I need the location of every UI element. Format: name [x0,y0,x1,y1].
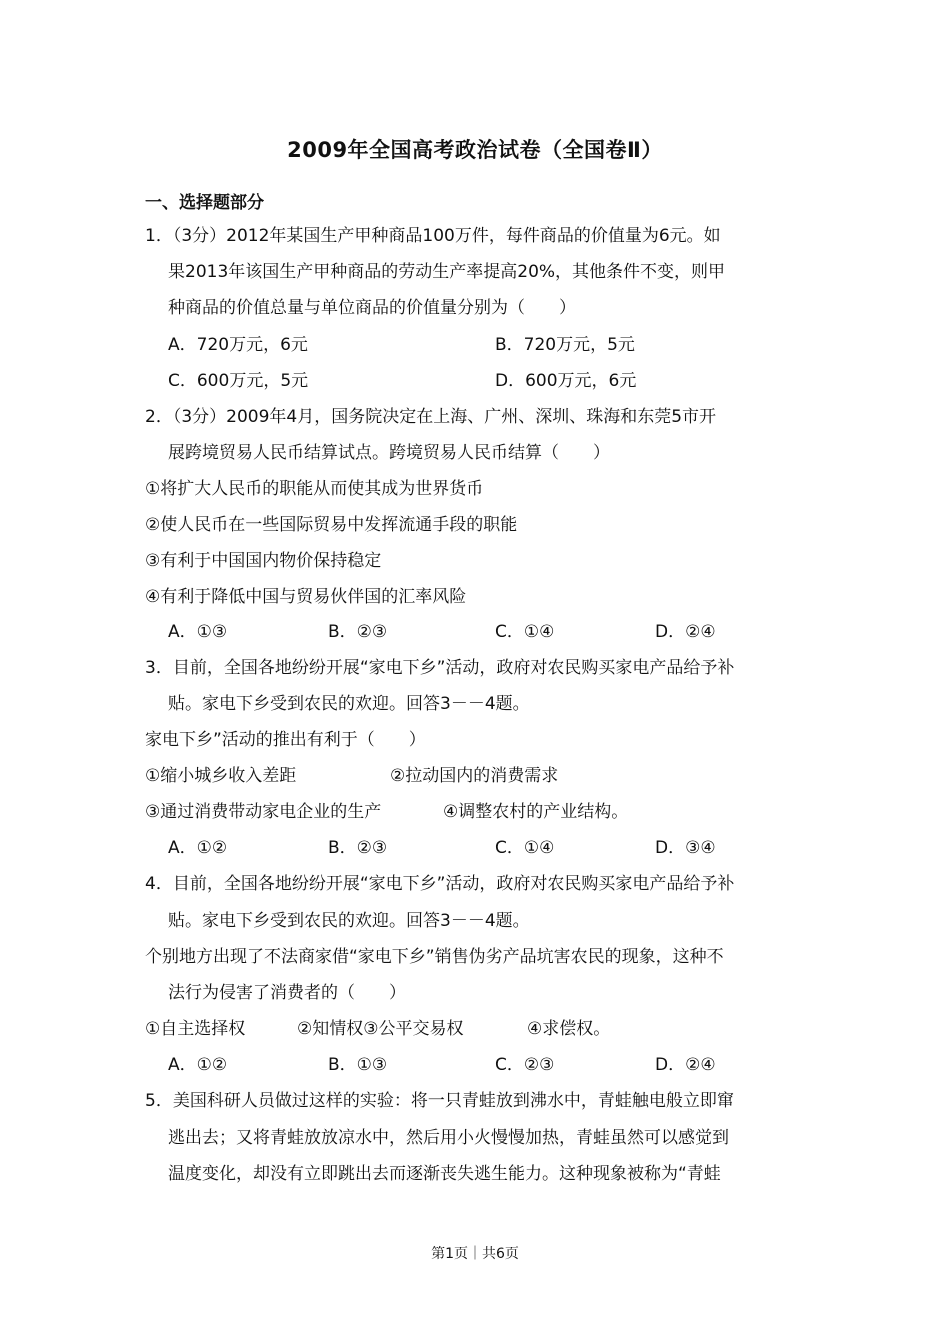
q2-item-3: ③有利于中国国内物价保持稳定 [145,551,382,571]
q1-line-1: 1．（3分）2012年某国生产甲种商品100万件，每件商品的价值量为6元。如 [145,226,721,246]
q5-line-3: 温度变化，却没有立即跳出去而逐渐丧失逃生能力。这种现象被称为“青蛙 [168,1164,721,1184]
q4-option-a: A．①② [168,1055,228,1075]
q1-line-2: 果2013年该国生产甲种商品的劳动生产率提高20%，其他条件不变，则甲 [168,262,726,282]
q4-line-2: 贴。家电下乡受到农民的欢迎。回答3－－4题。 [168,911,530,931]
q4-item-3: ④求偿权。 [527,1019,611,1039]
section-heading: 一、选择题部分 [145,193,264,213]
q3-line-2: 贴。家电下乡受到农民的欢迎。回答3－－4题。 [168,694,530,714]
q4-line-1: 4．目前，全国各地纷纷开展“家电下乡”活动，政府对农民购买家电产品给予补 [145,874,735,894]
q4-item-1: ①自主选择权 [145,1019,246,1039]
q3-option-a: A．①② [168,838,228,858]
q3-option-c: C．①④ [495,838,555,858]
q4-option-d: D．②④ [655,1055,716,1075]
q4-option-c: C．②③ [495,1055,555,1075]
q3-option-b: B．②③ [328,838,388,858]
q4-option-b: B．①③ [328,1055,388,1075]
page-footer: 第1页｜共6页 [431,1246,519,1262]
q2-option-c: C．①④ [495,622,555,642]
q2-line-1: 2．（3分）2009年4月，国务院决定在上海、广州、深圳、珠海和东莞5市开 [145,407,717,427]
q5-line-2: 逃出去；又将青蛙放放凉水中，然后用小火慢慢加热，青蛙虽然可以感觉到 [168,1128,729,1148]
q3-item-4: ④调整农村的产业结构。 [443,802,629,822]
q2-item-2: ②使人民币在一些国际贸易中发挥流通手段的职能 [145,515,518,535]
q1-option-b: B．720万元，5元 [495,335,635,355]
q2-option-d: D．②④ [655,622,716,642]
q1-line-3: 种商品的价值总量与单位商品的价值量分别为（ ） [168,298,576,318]
q3-option-d: D．③④ [655,838,716,858]
q3-item-3: ③通过消费带动家电企业的生产 [145,802,382,822]
q4-item-2: ②知情权③公平交易权 [297,1019,464,1039]
q2-line-2: 展跨境贸易人民币结算试点。跨境贸易人民币结算（ ） [168,443,610,463]
q2-item-1: ①将扩大人民币的职能从而使其成为世界货币 [145,479,484,499]
q2-option-a: A．①③ [168,622,228,642]
q2-option-b: B．②③ [328,622,388,642]
q5-line-1: 5．美国科研人员做过这样的实验：将一只青蛙放到沸水中，青蛙触电般立即窜 [145,1091,734,1111]
q3-item-1: ①缩小城乡收入差距 [145,766,297,786]
page-title: 2009年全国高考政治试卷（全国卷Ⅱ） [287,138,663,162]
q3-stem: 家电下乡”活动的推出有利于（ ） [145,730,426,750]
q4-stem-line-2: 法行为侵害了消费者的（ ） [168,983,406,1003]
q2-item-4: ④有利于降低中国与贸易伙伴国的汇率风险 [145,587,467,607]
q3-line-1: 3．目前，全国各地纷纷开展“家电下乡”活动，政府对农民购买家电产品给予补 [145,658,735,678]
q4-stem-line-1: 个别地方出现了不法商家借“家电下乡”销售伪劣产品坑害农民的现象，这种不 [145,947,724,967]
q1-option-d: D．600万元，6元 [495,371,637,391]
q3-item-2: ②拉动国内的消费需求 [390,766,559,786]
q1-option-a: A．720万元，6元 [168,335,308,355]
q1-option-c: C．600万元，5元 [168,371,309,391]
